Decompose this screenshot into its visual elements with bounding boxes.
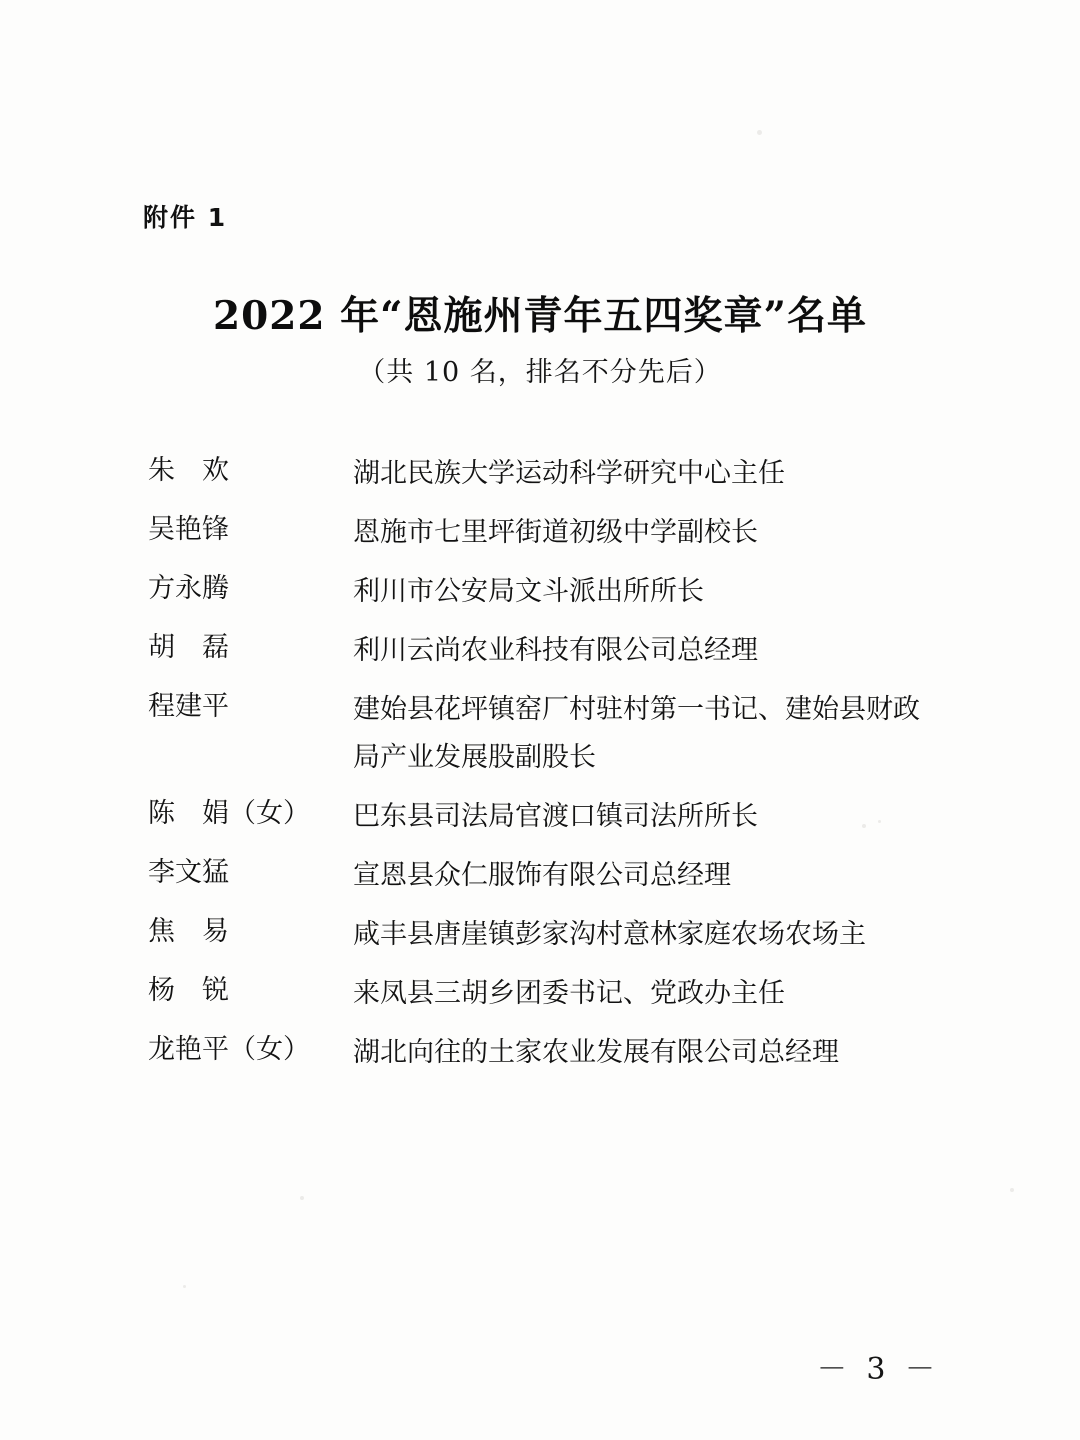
awardee-name: 程建平 <box>148 691 229 722</box>
awardee-name: 胡 磊 <box>148 632 229 663</box>
awardee-name: 朱 欢 <box>148 455 229 486</box>
awardee-name: 吴艳锋 <box>148 514 229 545</box>
awardee-name: 陈 娟（女） <box>148 798 310 829</box>
awardee-title <box>353 568 978 616</box>
awardee-title <box>353 1029 978 1077</box>
scan-speckle <box>1010 1188 1014 1192</box>
list-item <box>148 911 978 959</box>
awardee-name: 焦 易 <box>148 916 229 947</box>
awardee-name: 龙艳平（女） <box>148 1034 310 1065</box>
awardee-title <box>353 793 978 841</box>
scan-speckle <box>757 130 762 135</box>
awardee-title-line1: 宣恩县众仁服饰有限公司总经理 <box>353 860 731 891</box>
awardee-title-line2: 局产业发展股副股长 <box>353 742 596 773</box>
awardee-title <box>353 686 978 782</box>
scan-speckle <box>300 1196 304 1200</box>
awardee-title <box>353 509 978 557</box>
attachment-label: 附件 1 <box>143 203 228 232</box>
list-item <box>148 970 978 1018</box>
scan-speckle <box>183 1285 186 1288</box>
list-item <box>148 568 978 616</box>
awardee-title-line1: 咸丰县唐崖镇彭家沟村意林家庭农场农场主 <box>353 919 866 950</box>
awardee-title-line1: 巴东县司法局官渡口镇司法所所长 <box>353 801 758 832</box>
awardee-title-line1: 利川云尚农业科技有限公司总经理 <box>353 635 758 666</box>
awardee-title-line1: 建始县花坪镇窑厂村驻村第一书记、建始县财政 <box>353 694 920 725</box>
awardee-title-line1: 恩施市七里坪街道初级中学副校长 <box>353 517 758 548</box>
awardee-title <box>353 627 978 675</box>
awardee-title <box>353 852 978 900</box>
awardee-title-line1: 利川市公安局文斗派出所所长 <box>353 576 704 607</box>
awardee-title <box>353 911 978 959</box>
awardee-name: 李文猛 <box>148 857 229 888</box>
list-item <box>148 686 978 782</box>
awardee-name: 方永腾 <box>148 573 229 604</box>
awardee-title <box>353 970 978 1018</box>
page-subtitle: （共 10 名，排名不分先后） <box>358 357 722 388</box>
page-title: 2022 年“恩施州青年五四奖章”名单 <box>213 293 867 339</box>
list-item <box>148 852 978 900</box>
awardee-title <box>353 450 978 498</box>
page-number-value: － 3 － <box>816 1352 940 1387</box>
awardee-list <box>148 450 978 1088</box>
list-item <box>148 1029 978 1077</box>
awardee-name: 杨 锐 <box>148 975 229 1006</box>
awardee-title-line1: 来凤县三胡乡团委书记、党政办主任 <box>353 978 785 1009</box>
list-item <box>148 627 978 675</box>
awardee-title-line1: 湖北向往的土家农业发展有限公司总经理 <box>353 1037 839 1068</box>
list-item <box>148 450 978 498</box>
awardee-title-line1: 湖北民族大学运动科学研究中心主任 <box>353 458 785 489</box>
list-item <box>148 793 978 841</box>
list-item <box>148 509 978 557</box>
